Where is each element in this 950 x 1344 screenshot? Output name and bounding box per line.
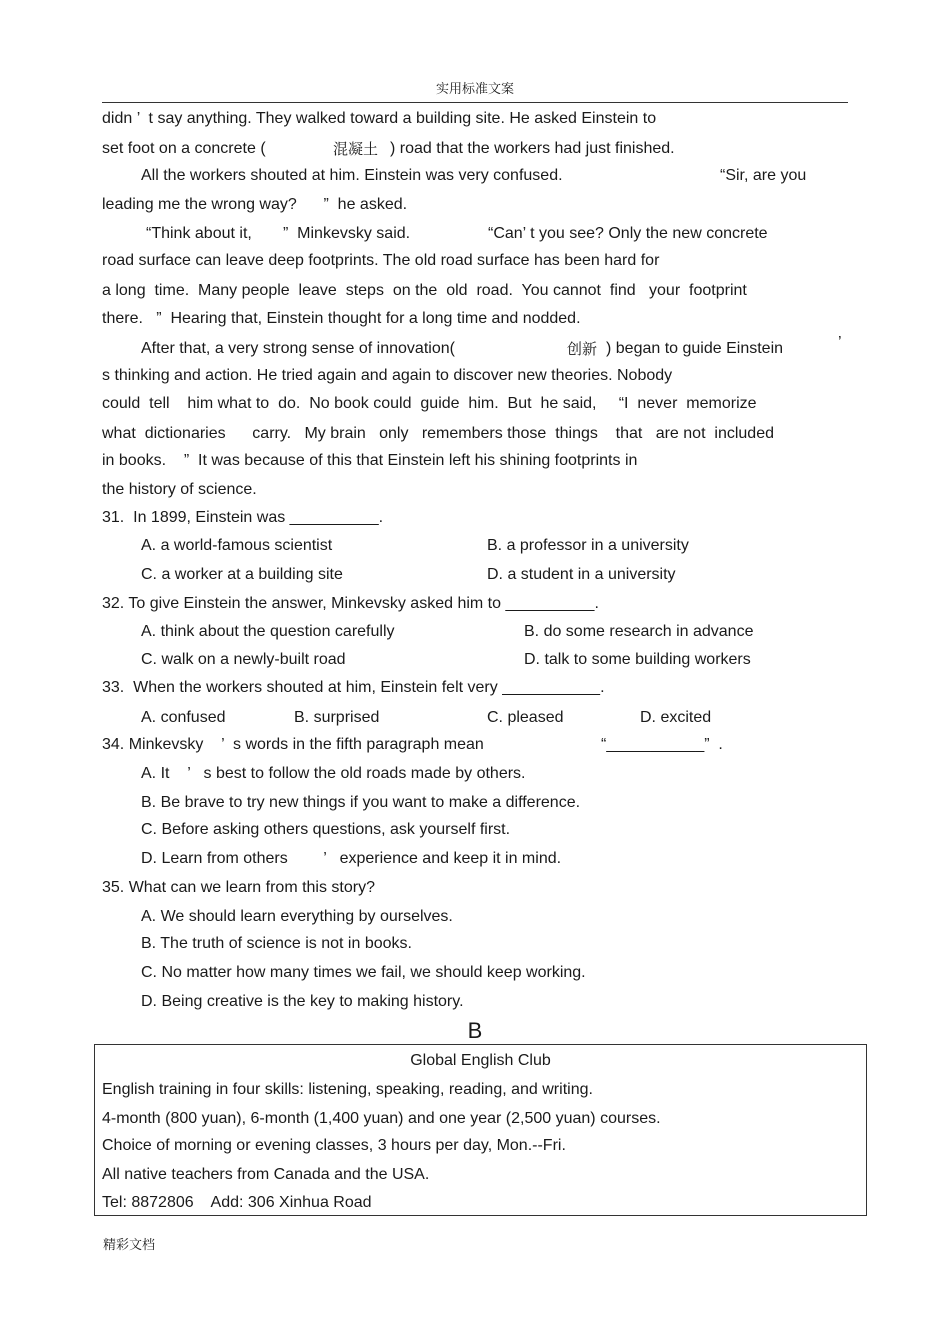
passage-line: could tell him what to do. No book could guide him. But he said, “I never memorize [102,395,757,412]
passage-line: the history of science. [102,481,257,498]
option-a: A. confused [141,709,226,726]
ad-line: All native teachers from Canada and the USA. [102,1166,430,1183]
option-b: B. a professor in a university [487,537,689,554]
option-c: C. Before asking others questions, ask yourself first. [141,821,511,838]
passage-line: ) began to guide Einstein [606,340,784,357]
passage-line: ) road that the workers had just finished. [390,140,675,157]
option-a: A. think about the question carefully [141,623,395,640]
option-c: C. No matter how many times we fail, we should keep working. [141,964,586,981]
option-a: A. We should learn everything by ourselves. [141,908,453,925]
option-b: B. Be brave to try new things if you want to make a difference. [141,794,581,811]
header-rule [102,102,848,103]
passage-line: leading me the wrong way? ” he asked. [102,196,408,213]
passage-line: set foot on a concrete ( [102,140,266,157]
passage-line: didn ’ t say anything. They walked toward a building site. He asked Einstein to [102,110,657,127]
ad-line: 4-month (800 yuan), 6-month (1,400 yuan) and one year (2,500 yuan) courses. [102,1110,661,1127]
ad-line: English training in four skills: listening, speaking, reading, and writing. [102,1081,593,1098]
page-header: 实用标准文案 [435,82,514,97]
section-label: B [467,1018,483,1043]
ad-contact: Tel: 8872806 Add: 306 Xinhua Road [102,1194,372,1211]
passage-line: a long time. Many people leave steps on the old road. You cannot find your footprint [102,282,747,299]
passage-line: there. ” Hearing that, Einstein thought for a long time and nodded. [102,310,581,327]
page-footer: 精彩文档 [103,1238,156,1253]
passage-line: “Think about it, ” Minkevsky said. [146,225,411,242]
option-a: A. a world-famous scientist [141,537,333,554]
question-stem: 32. To give Einstein the answer, Minkevsky asked him to __________. [102,595,599,612]
question-stem: 33. When the workers shouted at him, Einstein felt very ___________. [102,679,605,696]
option-d: D. a student in a university [487,566,676,583]
question-stem: 31. In 1899, Einstein was __________. [102,509,384,526]
passage-line: After that, a very strong sense of innovation( [141,340,455,357]
question-blank: “___________” . [601,736,723,753]
option-b: B. surprised [294,709,380,726]
passage-line: All the workers shouted at him. Einstein was very confused. [141,167,563,184]
ad-title: Global English Club [410,1052,551,1069]
option-d: D. talk to some building workers [524,651,751,668]
option-b: B. The truth of science is not in books. [141,935,412,952]
passage-line: “Sir, are you [720,167,807,184]
passage-line: ’ [838,334,842,351]
passage-line: road surface can leave deep footprints. The old road surface has been hard for [102,252,660,269]
option-c: C. a worker at a building site [141,566,343,583]
passage-line: s thinking and action. He tried again and again to discover new theories. Nobody [102,367,673,384]
option-b: B. do some research in advance [524,623,754,640]
passage-line: “Can’ t you see? Only the new concrete [488,225,768,242]
option-a: A. It ’ s best to follow the old roads made by others. [141,765,526,782]
option-c: C. walk on a newly-built road [141,651,346,668]
ad-line: Choice of morning or evening classes, 3 hours per day, Mon.--Fri. [102,1137,566,1154]
question-stem: 34. Minkevsky ’ s words in the fifth paragraph mean [102,736,484,753]
chinese-gloss: 创新 [567,340,598,358]
chinese-gloss: 混凝土 [333,140,379,158]
option-d: D. excited [640,709,712,726]
option-d: D. Learn from others ’ experience and keep it in mind. [141,850,562,867]
advertisement-box [94,1044,867,1216]
option-c: C. pleased [487,709,564,726]
option-d: D. Being creative is the key to making history. [141,993,464,1010]
question-stem: 35. What can we learn from this story? [102,879,375,896]
passage-line: in books. ” It was because of this that Einstein left his shining footprints in [102,452,638,469]
passage-line: what dictionaries carry. My brain only remembers those things that are not included [102,425,774,442]
